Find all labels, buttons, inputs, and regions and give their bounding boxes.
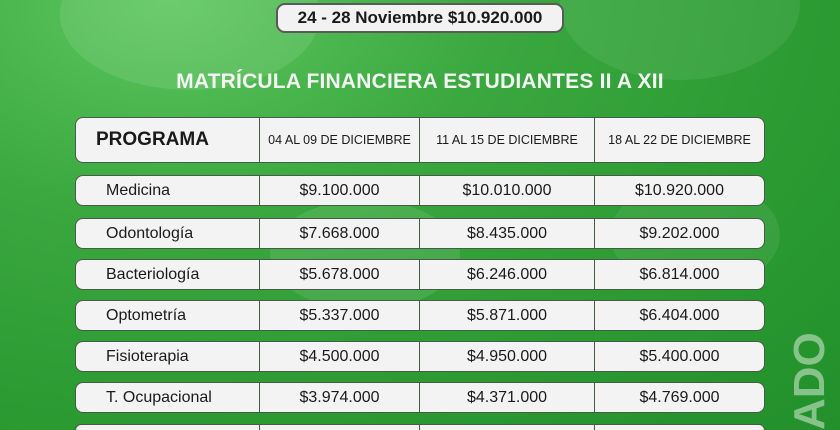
side-watermark-text: ADO xyxy=(785,332,834,430)
background-figure xyxy=(270,200,460,310)
price-period-1: $3.974.000 xyxy=(260,382,420,413)
table-row xyxy=(75,218,765,249)
table-row xyxy=(75,300,765,331)
background-figure xyxy=(560,0,800,80)
price-period-1: $5.337.000 xyxy=(260,300,420,331)
table-row xyxy=(75,259,765,290)
price-period-2: $4.371.000 xyxy=(420,382,595,413)
price-period-1: $5.678.000 xyxy=(260,259,420,290)
price-period-1: $4.500.000 xyxy=(260,341,420,372)
price-period-3: $6.814.000 xyxy=(595,259,765,290)
program-name: Fisioterapia xyxy=(75,341,260,372)
table-row xyxy=(75,341,765,372)
price-period-1: $7.668.000 xyxy=(260,218,420,249)
price-period-3: $5.400.000 xyxy=(595,341,765,372)
header-period-2: 11 AL 15 DE DICIEMBRE xyxy=(420,117,595,163)
program-name: T. Ocupacional xyxy=(75,382,260,413)
table-header xyxy=(75,117,765,163)
price-period-3: $9.202.000 xyxy=(595,218,765,249)
price-period-3: $10.920.000 xyxy=(595,175,765,206)
program-name: Optometría xyxy=(75,300,260,331)
price-period-2: $10.010.000 xyxy=(420,175,595,206)
program-name: Medicina xyxy=(75,175,260,206)
program-name: Odontología xyxy=(75,218,260,249)
price-period-2: $6.246.000 xyxy=(420,259,595,290)
price-period-3: $4.769.000 xyxy=(595,382,765,413)
table-row xyxy=(75,175,765,206)
table-row-partial xyxy=(75,424,765,430)
table-row xyxy=(75,382,765,413)
header-period-3: 18 AL 22 DE DICIEMBRE xyxy=(595,117,765,163)
price-period-1: $9.100.000 xyxy=(260,175,420,206)
date-banner: 24 - 28 Noviembre $10.920.000 xyxy=(276,3,564,33)
program-name: Bacteriología xyxy=(75,259,260,290)
price-period-3: $6.404.000 xyxy=(595,300,765,331)
price-period-2: $5.871.000 xyxy=(420,300,595,331)
header-period-1: 04 AL 09 DE DICIEMBRE xyxy=(260,117,420,163)
price-period-2: $8.435.000 xyxy=(420,218,595,249)
header-programa: PROGRAMA xyxy=(75,117,260,163)
page-title: MATRÍCULA FINANCIERA ESTUDIANTES II A XII xyxy=(176,70,664,93)
price-period-2: $4.950.000 xyxy=(420,341,595,372)
